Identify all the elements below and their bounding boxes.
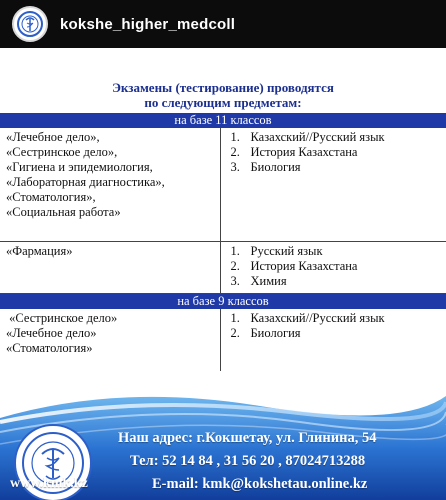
specialty-item: «Сестринское дело» [6,310,118,325]
specialty-item: «Сестринское дело», [6,145,118,159]
specialty-item: «Гигиена и эпидемиология, [6,160,153,174]
subject-number: 3. [230,160,240,174]
section-label-9: на базе 9 классов [0,293,446,309]
poster-title-line1: Экзамены (тестирование) проводятся [112,80,334,95]
subject-name: Казахский//Русский язык [250,130,385,144]
subject-name: Биология [250,160,301,174]
subject-item [231,244,443,259]
specialties-cell [0,128,220,241]
specialty-item: «Стоматология» [6,340,93,355]
specialties-cell [0,241,220,293]
poster-title [0,80,446,110]
specialty-item: «Фармация» [6,243,73,258]
subject-item [231,130,443,145]
college-emblem-icon [16,10,44,38]
subject-name: История Казахстана [250,145,358,159]
subject-item [231,311,443,326]
profile-avatar[interactable] [12,6,48,42]
specialty-item: «Социальная работа» [6,205,121,219]
website-link[interactable]: www.kmk.kz [10,476,88,491]
specialties-cell [0,309,220,371]
specialty-item: «Стоматология», [6,190,96,204]
subject-name: Русский язык [250,243,323,258]
subject-item [231,274,443,289]
subject-number: 2. [230,145,240,159]
section-band-11 [0,113,446,128]
subjects-cell [220,128,446,241]
subject-item [231,145,443,160]
subjects-cell [220,309,446,371]
subject-number: 1. [230,243,240,258]
address-text: Наш адрес: г.Кокшетау, ул. Глинина, 54 [118,430,377,446]
subject-name: Биология [250,325,301,340]
exam-poster [0,48,446,500]
specialty-item: «Лечебное дело», [6,130,100,144]
table-row [0,241,446,293]
section-label-11: на базе 11 классов [0,113,446,128]
subject-name: Химия [250,273,287,288]
subject-item [231,160,443,175]
profile-header [0,0,446,48]
subject-item [231,326,443,341]
profile-username[interactable]: kokshe_higher_medcoll [60,15,236,33]
specialty-item: «Лабораторная диагностика», [6,175,165,189]
subjects-cell [220,241,446,293]
exam-subjects-table [0,113,446,371]
section-band-9 [0,293,446,309]
table-row [0,128,446,241]
subject-number: 1. [230,130,240,144]
contact-footer [0,388,446,500]
table-row [0,309,446,371]
subject-number: 2. [230,325,240,340]
poster-title-line2: по следующим предметам: [144,95,302,110]
specialty-item: «Лечебное дело» [6,325,97,340]
phone-text: Тел: 52 14 84 , 31 56 20 , 87024713288 [130,453,366,469]
subject-name: Казахский//Русский язык [250,310,385,325]
email-link[interactable]: E-mail: kmk@kokshetau.online.kz [152,476,368,492]
subject-number: 3. [230,273,240,288]
subject-number: 2. [230,258,240,273]
subject-name: История Казахстана [250,258,358,273]
subject-number: 1. [230,310,240,325]
subject-item [231,259,443,274]
